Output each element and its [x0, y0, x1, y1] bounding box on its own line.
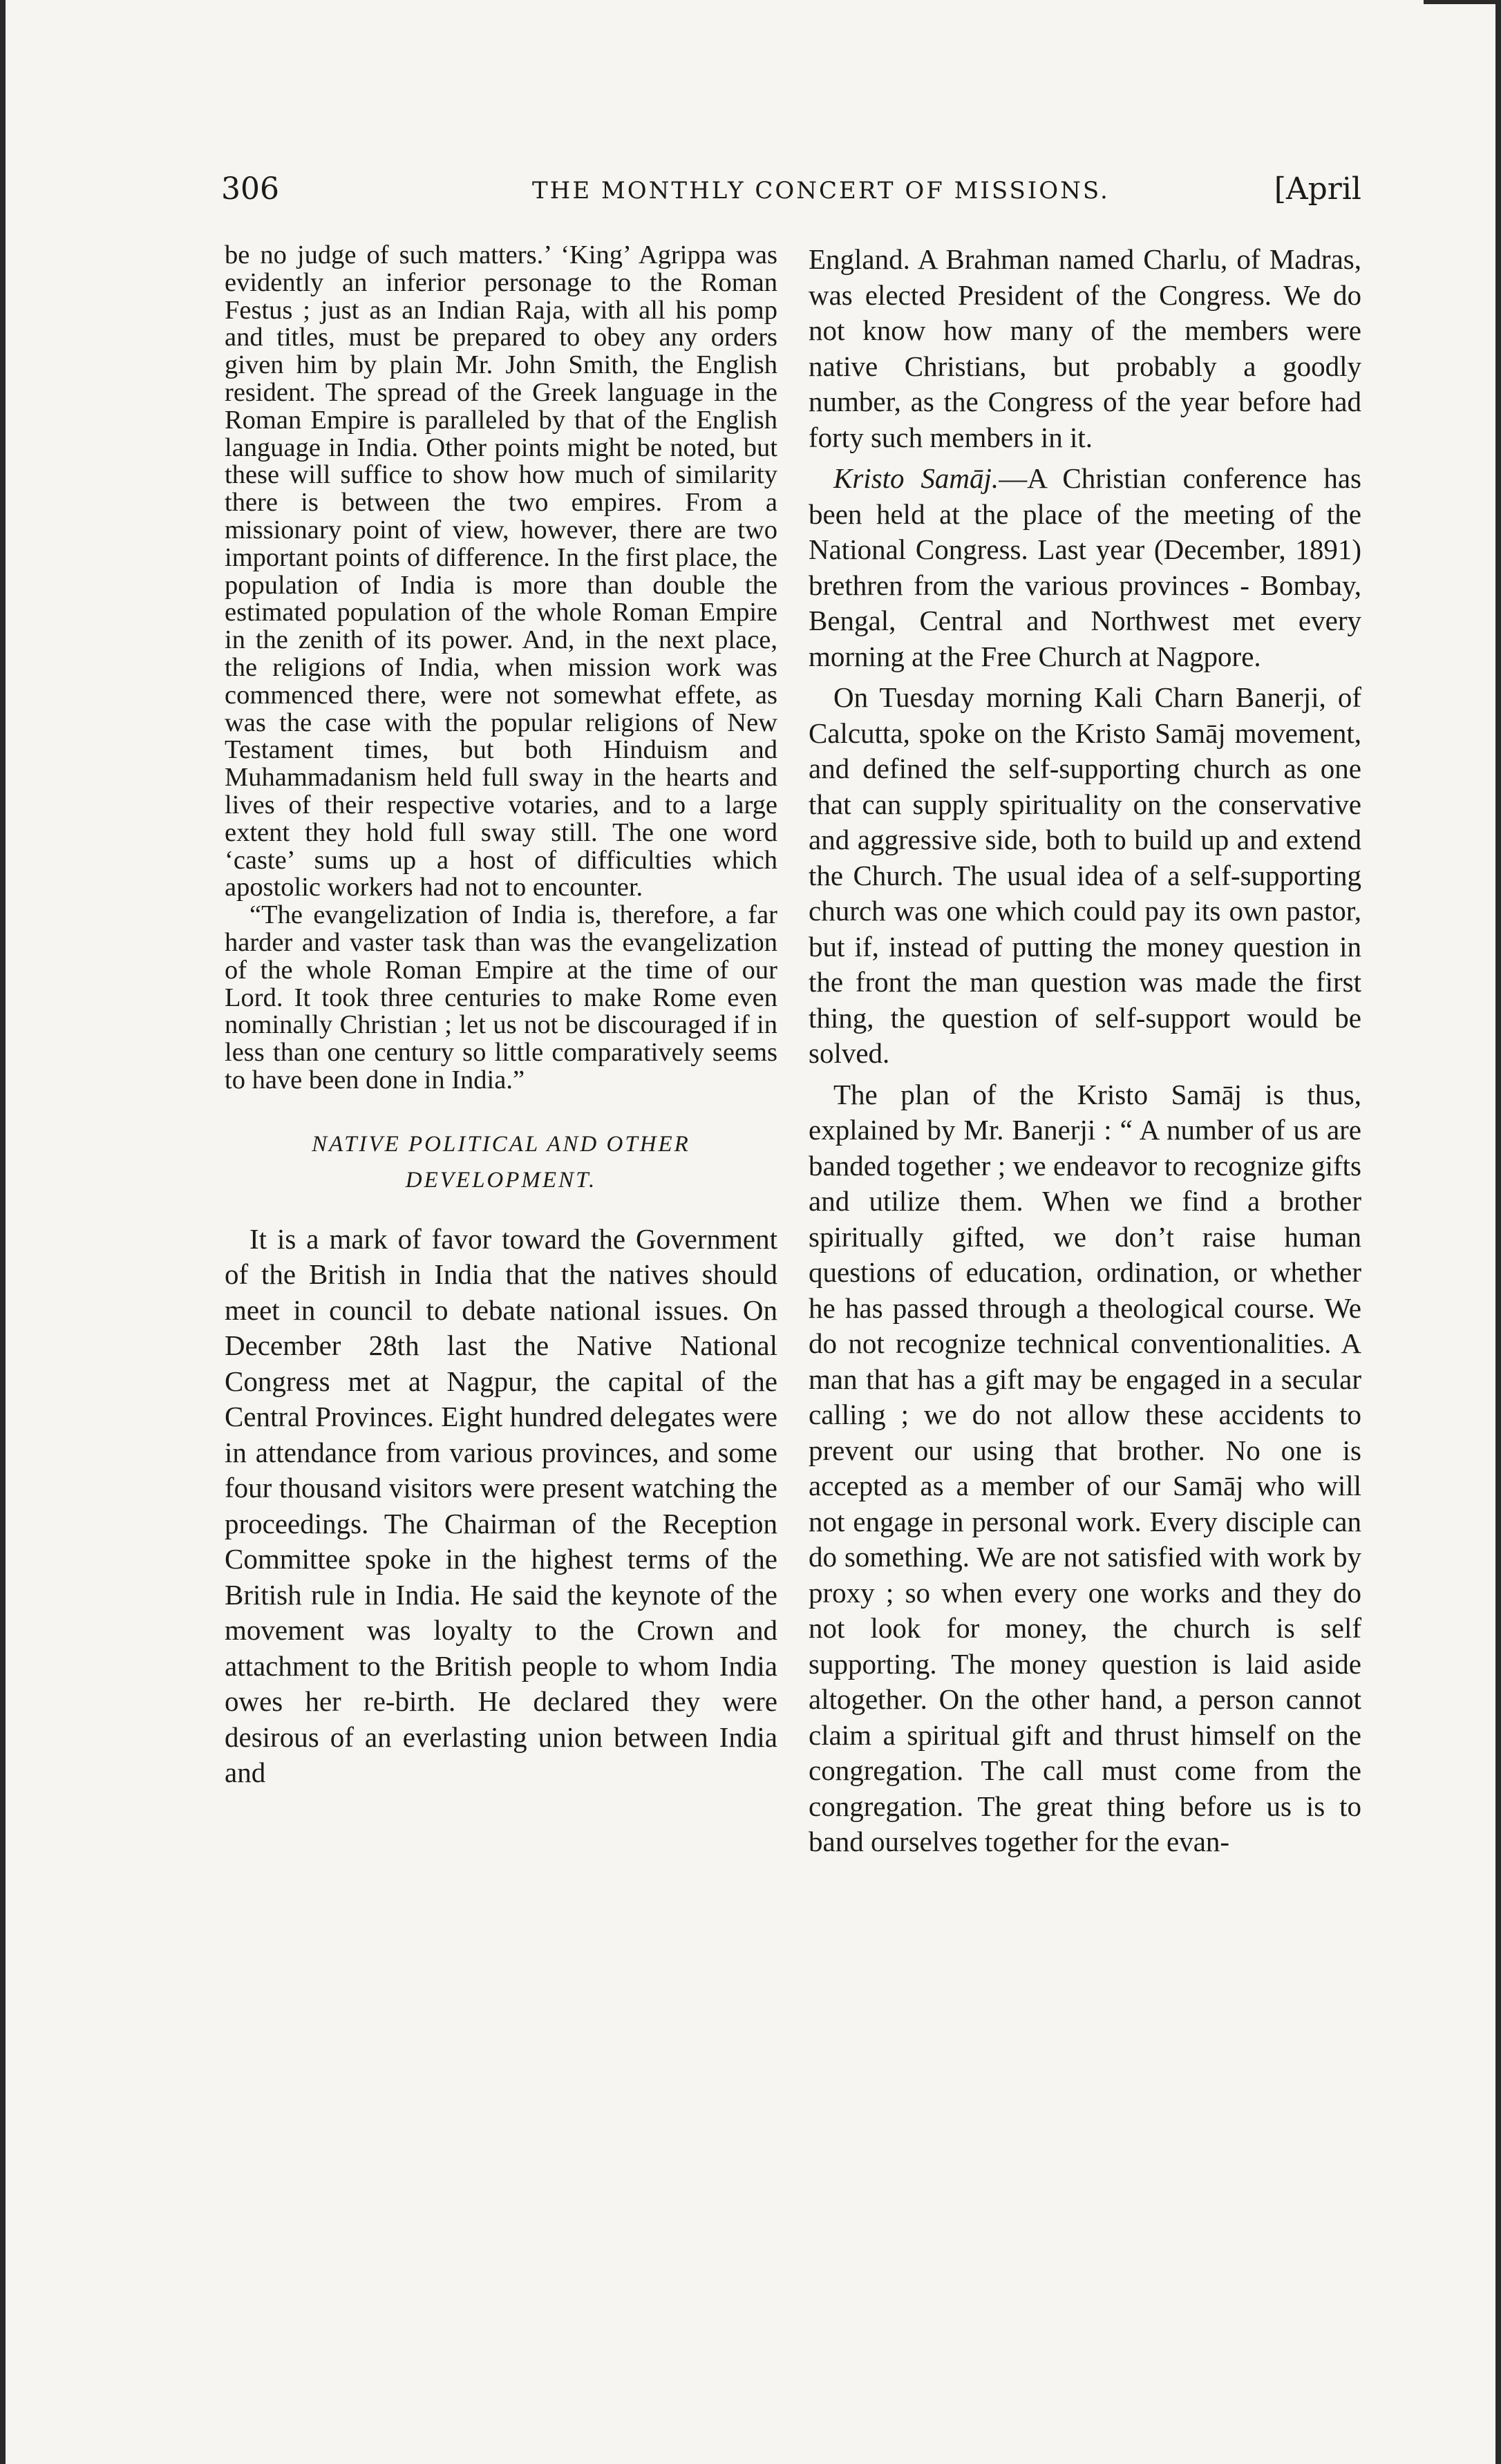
scan-edge-left [0, 0, 6, 2464]
right-paragraph-4: The plan of the Kristo Samāj is thus, explained by Mr. Banerji : “ A number of us are banded together ; we endeavor to recognize gifts and utilize them. When we find a brother spiritually gifted, we don’t raise human questions of education, ordination, or whether he has passed through a theological course. We do not recognize technical conventionalities. A man that has a gift may be engaged in a secular calling ; we do not allow these accidents to prevent our using that brother. No one is accepted as a member of our Samāj who will not engage in personal work. Every disciple can do something. We are not satisfied with work by proxy ; so when every one works and they do not look for money, the church is self supporting. The money question is laid aside altogether. On the other hand, a person cannot claim a spiritual gift and thrust himself on the congregation. The call must come from the congregation. The great thing before us is to band ourselves together for the evan- [809, 1078, 1361, 1857]
right-column [809, 242, 1361, 1860]
left-paragraph-2: “The evangelization of India is, therefore, a far harder and vaster task than was the evangelization of the whole Roman Empire at the time of our Lord. It took three centuries to make Rome even nominally Christian ; let us not be discouraged if in less than one century so little comparatively seems to have been done in India.” [225, 900, 777, 1094]
kristo-samaj-title: Kristo Samāj. [833, 462, 999, 494]
right-paragraph-3: On Tuesday morning Kali Charn Banerji, of Calcutta, spoke on the Kristo Samāj movement, and defined the self-supporting church as one that can supply spirituality on the conservative and aggressive side, both to build up and extend the Church. The usual idea of a self-supporting church was one which could pay its own pastor, but if, instead of putting the money question in the front the man question was made the first thing, the question of self-support would be solved. [809, 681, 1361, 1069]
scan-edge-right [1495, 0, 1501, 2464]
page-header [221, 171, 1361, 213]
right-paragraph-1: England. A Brahman named Charlu, of Madras, was elected President of the Congress. We do not know how many of the members were native Christians, but probably a goodly number, as the Congress of the year before had forty such members in it. [809, 243, 1361, 453]
left-paragraph-3: It is a mark of favor toward the Government of the British in India that the natives should meet in council to debate national issues. On December 28th last the Native National Congress met at Nagpur, the capital of the Central Provinces. Eight hundred delegates were in attendance from various provinces, and some four thousand visitors were present watching the proceedings. The Chairman of the Reception Committee spoke in the highest terms of the British rule in India. He said the keynote of the movement was loyalty to the Crown and attachment to the British people to whom India owes her re-birth. He declared they were desirous of an everlasting union between India and [225, 1222, 777, 1789]
scan-edge-top [1424, 0, 1501, 4]
running-title: THE MONTHLY CONCERT OF MISSIONS. [532, 177, 1110, 205]
left-paragraph-1: be no judge of such matters.’ ‘King’ Agrippa was evidently an inferior personage to the Roman Festus ; just as an Indian Raja, with all his pomp and titles, must be prepared to obey any orders given him by plain Mr. John Smith, the English resident. The spread of the Greek language in the Roman Empire is paralleled by that of the English language in India. Other points might be noted, but these will suffice to show how much of similarity there is between the two empires. From a missionary point of view, however, there are two important points of difference. In the first place, the population of India is more than double the estimated population of the whole Roman Empire in the zenith of its power. And, in the next place, the religions of India, when mission work was commenced there, were not somewhat effete, as was the case with the popular religions of New Testament times, but both Hinduism and Muhammadanism held full sway in the hearts and lives of their respective votaries, and to a large extent they hold full sway still. The one word ‘caste’ sums up a host of difficulties which apostolic workers had not to encounter. [225, 240, 777, 902]
section-heading: NATIVE POLITICAL AND OTHER DEVELOPMENT. [312, 1131, 690, 1193]
running-month: [April [1274, 171, 1361, 207]
right-paragraph-2-text: —A Christian conference has been held at the place of the meeting of the National Congress. Last year (December, 1891) brethren from the various provinces - Bombay, Bengal, Central and Northwest met every morning at the Free Church at Nagpore. [809, 462, 1361, 672]
right-paragraph-2 [809, 461, 1361, 674]
page-number: 306 [221, 171, 279, 207]
left-column [225, 242, 777, 1791]
